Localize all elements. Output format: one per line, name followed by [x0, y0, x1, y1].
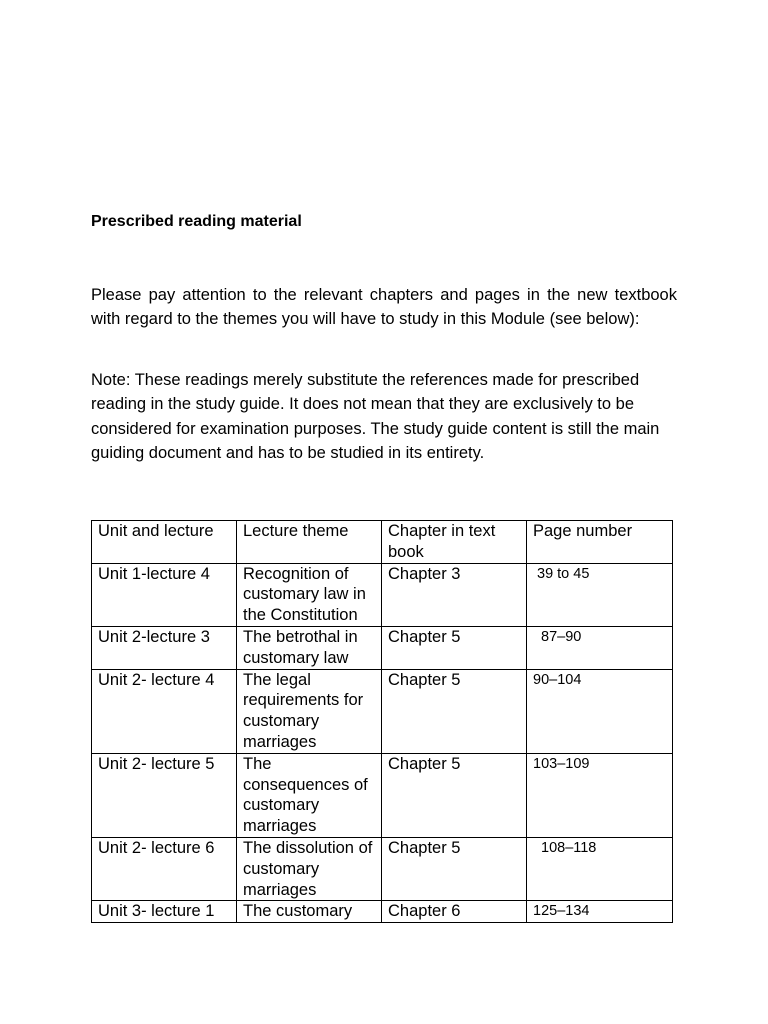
- table-row: [92, 669, 673, 753]
- cell-theme: Recognition of customary law in the Constitution: [237, 563, 382, 626]
- table-row: [92, 563, 673, 626]
- cell-pages: 90–104: [527, 669, 673, 753]
- table-row: [92, 753, 673, 837]
- cell-pages: 103–109: [527, 753, 673, 837]
- table-row: [92, 901, 673, 923]
- cell-unit: Unit 2- lecture 6: [92, 837, 237, 900]
- cell-theme: The legal requirements for customary marriages: [237, 669, 382, 753]
- cell-theme: The dissolution of customary marriages: [237, 837, 382, 900]
- section-heading: Prescribed reading material: [91, 213, 302, 230]
- cell-unit: Unit 2- lecture 4: [92, 669, 237, 753]
- cell-pages: 108–118: [527, 837, 673, 900]
- cell-chapter: Chapter 6: [382, 901, 527, 923]
- cell-chapter: Chapter 3: [382, 563, 527, 626]
- cell-pages: 87–90: [527, 626, 673, 669]
- header-theme: Lecture theme: [237, 521, 382, 564]
- table-header-row: [92, 521, 673, 564]
- cell-unit: Unit 3- lecture 1: [92, 901, 237, 923]
- intro-paragraph: Please pay attention to the relevant chapters and pages in the new textbook with regard to the themes you will have to study in this Module (see below):: [91, 286, 677, 329]
- cell-chapter: Chapter 5: [382, 626, 527, 669]
- cell-theme: The customary: [237, 901, 382, 923]
- cell-pages: 125–134: [527, 901, 673, 923]
- cell-theme: The betrothal in customary law: [237, 626, 382, 669]
- cell-unit: Unit 2-lecture 3: [92, 626, 237, 669]
- reading-table: [91, 520, 673, 923]
- cell-theme: The consequences of customary marriages: [237, 753, 382, 837]
- header-pages: Page number: [527, 521, 673, 564]
- header-unit: Unit and lecture: [92, 521, 237, 564]
- note-paragraph: Note: These readings merely substitute the references made for prescribed reading in the study guide. It does not mean that they are exclusively to be considered for examination purposes. The study guide content is still the main guiding document and has to be studied in its entirety.: [91, 371, 660, 462]
- cell-chapter: Chapter 5: [382, 669, 527, 753]
- cell-unit: Unit 2- lecture 5: [92, 753, 237, 837]
- table-row: [92, 626, 673, 669]
- cell-pages: 39 to 45: [527, 563, 673, 626]
- cell-chapter: Chapter 5: [382, 837, 527, 900]
- cell-unit: Unit 1-lecture 4: [92, 563, 237, 626]
- header-chapter: Chapter in text book: [382, 521, 527, 564]
- cell-chapter: Chapter 5: [382, 753, 527, 837]
- table-row: [92, 837, 673, 900]
